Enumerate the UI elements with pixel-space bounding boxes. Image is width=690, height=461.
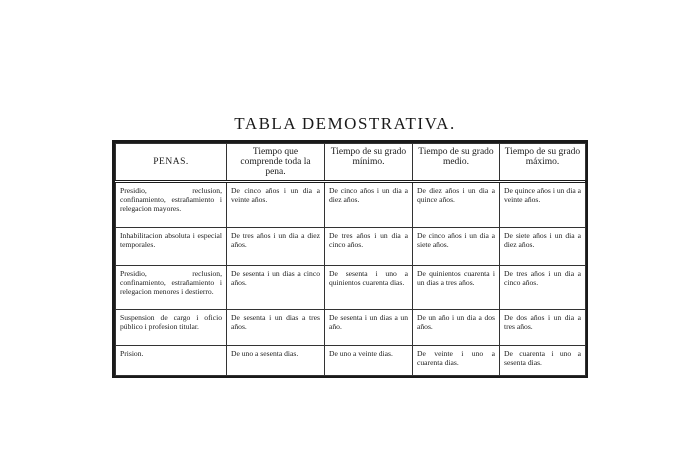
table-header-row [116,144,586,182]
cell-pena: Inhabilitacion absoluta i especial temporales. [116,228,227,266]
header-penas: PENAS. [116,144,227,182]
cell-medio: De quinientos cuarenta i un dias a tres años. [413,266,500,310]
demonstration-table-frame [112,140,588,378]
cell-medio: De un año i un dia a dos años. [413,310,500,346]
cell-minimo: De tres años i un dia a cinco años. [325,228,413,266]
cell-maximo: De tres años i un dia a cinco años. [500,266,586,310]
cell-total: De sesenta i un dias a tres años. [227,310,325,346]
cell-total: De sesenta i un dias a cinco años. [227,266,325,310]
demonstration-table [115,143,586,376]
cell-pena: Suspension de cargo i oficio público i profesion titular. [116,310,227,346]
table-row [116,182,586,228]
table-row [116,228,586,266]
cell-pena: Presidio, reclusion, confinamiento, estrañamiento i relegacion mayores. [116,182,227,228]
cell-minimo: De sesenta i un dias a un año. [325,310,413,346]
header-tiempo-total: Tiempo que comprende toda la pena. [227,144,325,182]
table-row [116,310,586,346]
cell-medio: De cinco años i un dia a siete años. [413,228,500,266]
header-grado-minimo: Tiempo de su grado mínimo. [325,144,413,182]
cell-total: De uno a sesenta dias. [227,346,325,376]
table-row [116,266,586,310]
header-grado-maximo: Tiempo de su grado máximo. [500,144,586,182]
table-row [116,346,586,376]
cell-medio: De veinte i uno a cuarenta dias. [413,346,500,376]
header-grado-medio: Tiempo de su grado medio. [413,144,500,182]
cell-minimo: De uno a veinte dias. [325,346,413,376]
cell-total: De cinco años i un dia a veinte años. [227,182,325,228]
cell-total: De tres años i un dia a diez años. [227,228,325,266]
cell-maximo: De cuarenta i uno a sesenta dias. [500,346,586,376]
cell-pena: Prision. [116,346,227,376]
cell-maximo: De dos años i un dia a tres años. [500,310,586,346]
cell-minimo: De sesenta i uno a quinientos cuarenta dias. [325,266,413,310]
page-title: TABLA DEMOSTRATIVA. [234,114,456,133]
cell-maximo: De siete años i un dia a diez años. [500,228,586,266]
cell-minimo: De cinco años i un dia a diez años. [325,182,413,228]
cell-maximo: De quince años i un dia a veinte años. [500,182,586,228]
cell-medio: De diez años i un dia a quince años. [413,182,500,228]
cell-pena: Presidio, reclusion, confinamiento, estrañamiento i relegacion menores i destierro. [116,266,227,310]
